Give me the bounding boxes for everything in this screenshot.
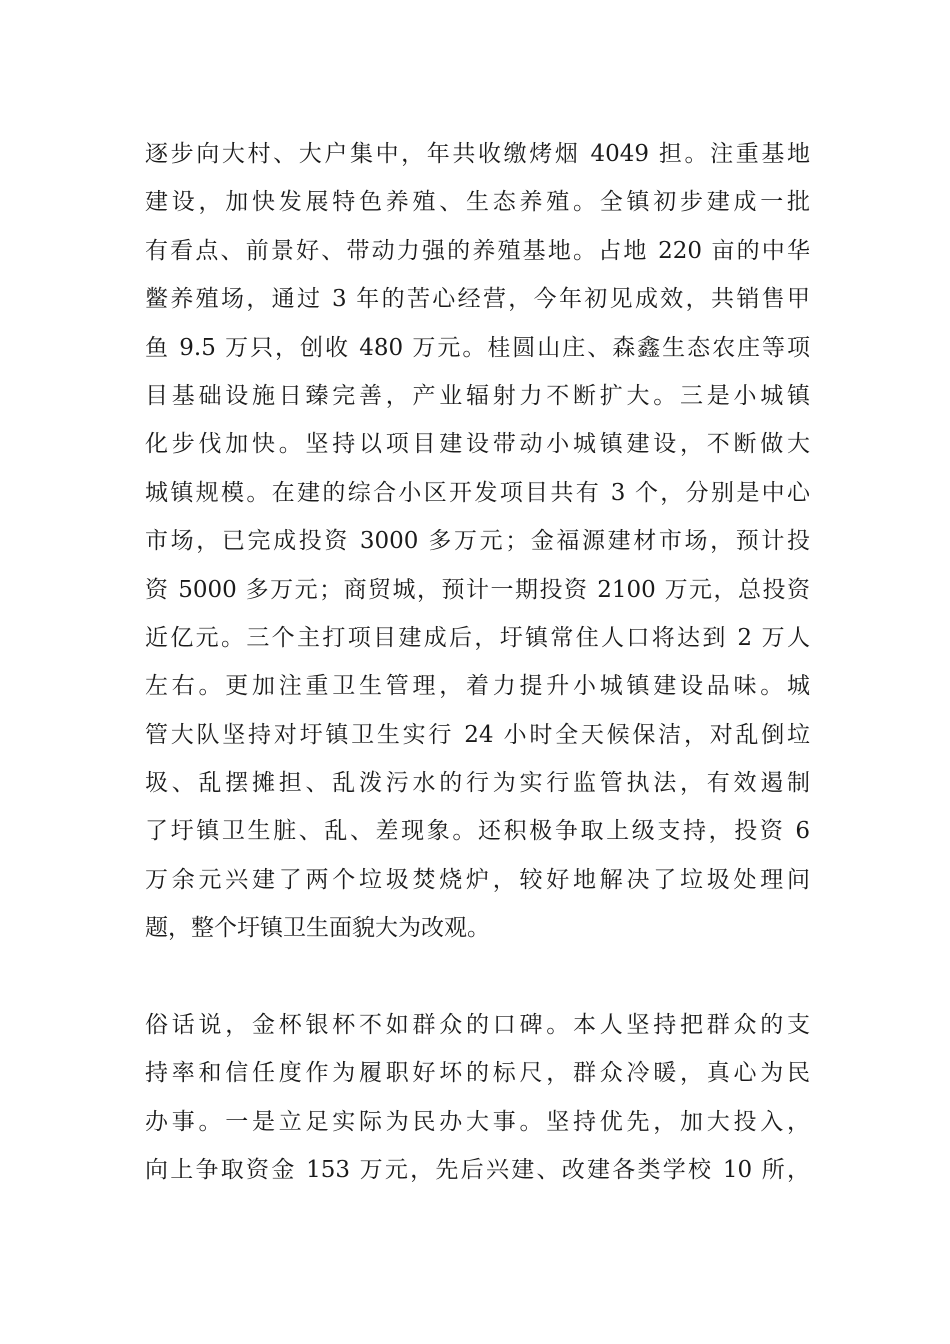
text-line: 资 5000 多万元；商贸城，预计一期投资 2100 万元，总投资 xyxy=(145,576,810,603)
text-line: 题，整个圩镇卫生面貌大为改观。 xyxy=(145,915,490,942)
text-line: 建设，加快发展特色养殖、生态养殖。全镇初步建成一批 xyxy=(145,189,810,216)
body-paragraph-2 xyxy=(145,1001,810,1195)
text-line: 逐步向大村、大户集中，年共收缴烤烟 4049 担。注重基地 xyxy=(145,141,810,167)
text-line: 鳖养殖场，通过 3 年的苦心经营，今年初见成效，共销售甲 xyxy=(145,286,810,313)
text-line: 化步伐加快。坚持以项目建设带动小城镇建设，不断做大 xyxy=(145,431,810,458)
text-line: 城镇规模。在建的综合小区开发项目共有 3 个，分别是中心 xyxy=(145,479,810,506)
text-line: 了圩镇卫生脏、乱、差现象。还积极争取上级支持，投资 6 xyxy=(145,818,810,845)
text-line: 市场，已完成投资 3000 多万元；金福源建材市场，预计投 xyxy=(145,528,810,555)
text-line: 圾、乱摆摊担、乱泼污水的行为实行监管执法，有效遏制 xyxy=(145,770,810,797)
text-line: 万余元兴建了两个垃圾焚烧炉，较好地解决了垃圾处理问 xyxy=(145,866,810,893)
text-line: 目基础设施日臻完善，产业辐射力不断扩大。三是小城镇 xyxy=(145,382,810,409)
body-paragraph-1 xyxy=(145,130,810,953)
text-line: 管大队坚持对圩镇卫生实行 24 小时全天候保洁，对乱倒垃 xyxy=(145,721,810,748)
text-line: 近亿元。三个主打项目建成后，圩镇常住人口将达到 2 万人 xyxy=(145,624,810,651)
text-line: 俗话说，金杯银杯不如群众的口碑。本人坚持把群众的支 xyxy=(145,1012,810,1038)
text-line: 办事。一是立足实际为民办大事。坚持优先，加大投入， xyxy=(145,1108,810,1135)
text-line: 持率和信任度作为履职好坏的标尺，群众冷暖，真心为民 xyxy=(145,1060,810,1087)
text-line: 左右。更加注重卫生管理，着力提升小城镇建设品味。城 xyxy=(145,673,810,700)
text-line: 向上争取资金 153 万元，先后兴建、改建各类学校 10 所， xyxy=(145,1157,810,1184)
text-line: 鱼 9.5 万只，创收 480 万元。桂圆山庄、森鑫生态农庄等项 xyxy=(145,334,810,361)
text-line: 有看点、前景好、带动力强的养殖基地。占地 220 亩的中华 xyxy=(145,237,810,264)
